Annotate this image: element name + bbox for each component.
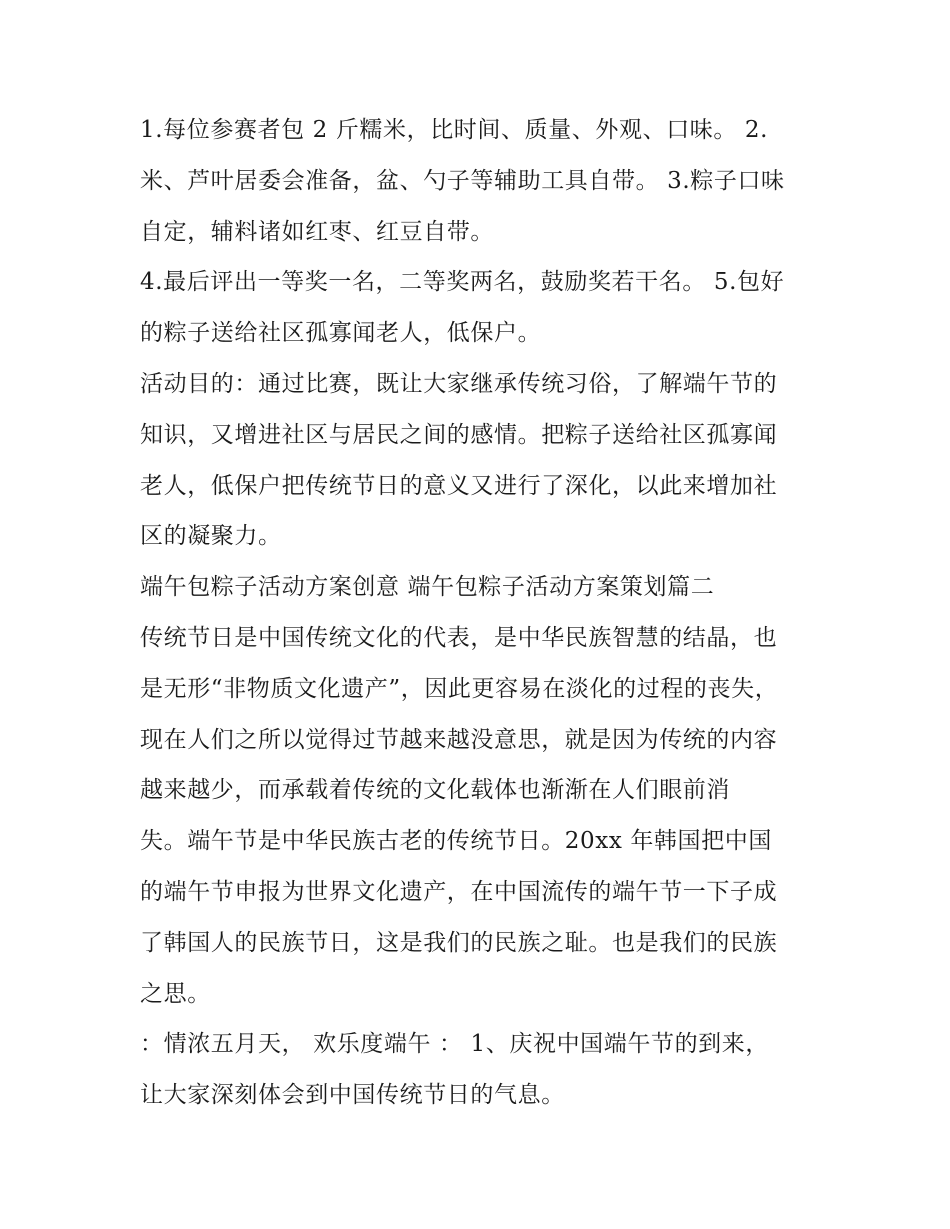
text-line: 让大家深刻体会到中国传统节日的气息。 — [140, 1082, 565, 1109]
text-line: 了韩国人的民族节日，这是我们的民族之耻。也是我们的民族 — [140, 929, 778, 956]
text-line: 1.每位参赛者包 2 斤糯米，比时间、质量、外观、口味。 2. — [140, 117, 769, 143]
text-line: 现在人们之所以觉得过节越来越没意思，就是因为传统的内容 — [140, 726, 778, 753]
text-line: 之思。 — [140, 980, 211, 1007]
document-body — [140, 105, 830, 1121]
text-line: 越来越少，而承载着传统的文化载体也渐渐在人们眼前消 — [140, 777, 730, 804]
text-line: 4.最后评出一等奖一名，二等奖两名，鼓励奖若干名。 5.包好 — [140, 269, 785, 296]
section-heading: 端午包粽子活动方案创意 端午包粽子活动方案策划篇二 — [140, 574, 715, 601]
text-line: 知识，又增进社区与居民之间的感情。把粽子送给社区孤寡闻 — [140, 421, 778, 448]
text-line: 是无形“非物质文化遗产”，因此更容易在淡化的过程的丧失， — [140, 675, 779, 702]
text-line: 的粽子送给社区孤寡闻老人，低保户。 — [140, 320, 542, 347]
text-line: 区的凝聚力。 — [140, 523, 282, 550]
text-line: 失。端午节是中华民族古老的传统节日。20xx 年韩国把中国 — [140, 828, 772, 855]
text-line: 的端午节申报为世界文化遗产，在中国流传的端午节一下子成 — [140, 878, 778, 905]
text-line: 米、芦叶居委会准备，盆、勺子等辅助工具自带。 3.粽子口味 — [140, 167, 785, 194]
text-line: 老人，低保户把传统节日的意义又进行了深化，以此来增加社 — [140, 472, 778, 499]
text-line: ：情浓五月天， 欢乐度端午 ： 1、庆祝中国端午节的到来， — [140, 1031, 769, 1058]
text-line: 传统节日是中国传统文化的代表，是中华民族智慧的结晶，也 — [140, 624, 778, 651]
text-line: 自定，辅料诸如红枣、红豆自带。 — [140, 218, 494, 245]
text-line: 活动目的：通过比赛，既让大家继承传统习俗，了解端午节的 — [140, 370, 778, 397]
